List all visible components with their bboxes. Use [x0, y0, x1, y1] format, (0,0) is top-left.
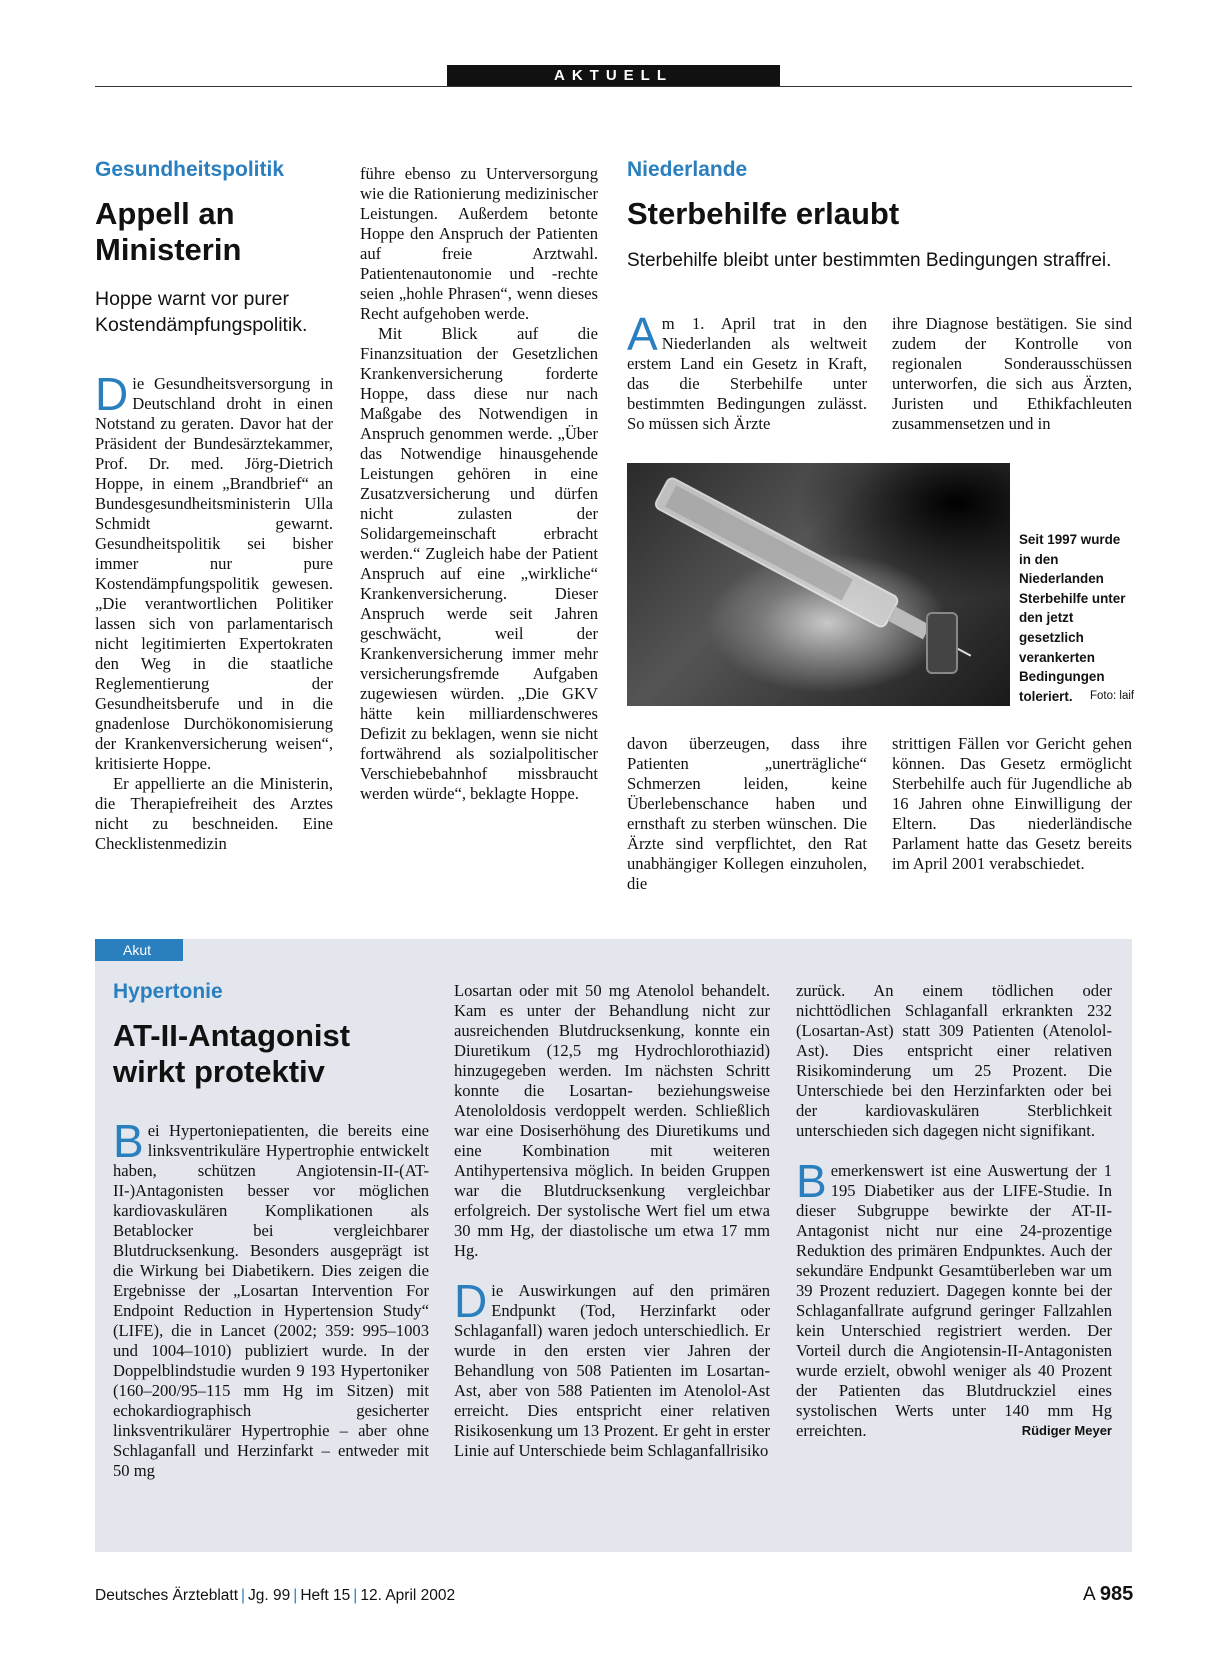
photo-caption: Seit 1997 wurde in den Niederlanden Sterbehilfe unter den jetzt gesetzlich verankerten Bedingungen toleriert. — [1019, 532, 1126, 704]
headline-line-2: wirkt protektiv — [113, 1054, 325, 1089]
deck-line-1: Hoppe warnt vor purer — [95, 288, 290, 310]
paragraph: Die Gesundheitsversorgung in Deutschland droht in einen Notstand zu geraten. Davor hat der Präsident der Bundesärztekammer, Prof. Dr. med. Jörg-Dietrich Hoppe, in einem „Brandbrief“ an Bundesgesundheitsministerin Ulla Schmidt gewarnt. Gesundheitspolitik sei bisher immer nur pure Kostendämpfungspolitik gewesen. „Die verantwortlichen Politiker lassen sich von parlamentarisch nicht legitimierten Expertokraten den Weg in die staatliche Reglementierung der Gesundheitsberufe und in die gnadenlose Durchökonomisierung der Krankenversicherung weisen“, kritisierte Hoppe. — [95, 368, 333, 773]
syringe-photo — [627, 463, 1010, 706]
drop-cap: A — [627, 308, 658, 360]
deck — [95, 286, 335, 338]
article2-column-2-top — [892, 314, 1132, 434]
headline — [95, 196, 335, 268]
photo-credit: Foto: laif — [1090, 690, 1135, 702]
paragraph: Bemerkenswert ist eine Auswertung der 1 195 Diabetiker aus der LIFE-Studie. In dieser Subgruppe bewirkte der AT-II-Antagonist nicht nur eine 24-prozentige Reduktion des primären Endpunktes. Auch der sekundäre Endpunkt Gesamtüberleben war um 39 Prozent reduziert. Dagegen konnte bei der Schlaganfallrate aufgrund geringer Fallzahlen kein Unterschied registriert werden. Der Vorteil durch die Angiotensin-II-Antagonisten wurde erzielt, obwohl weniger als 40 Prozent der Patienten das Blutdruckziel eines systolischen Werts unter 140 mm Hg erreichten. Rüdiger Meyer — [796, 1155, 1112, 1440]
paragraph: Am 1. April trat in den Niederlanden als weltweit erstem Land ein Gesetz in Kraft, das die Sterbehilfe unter bestimmten Bedingungen zulässt. So müssen sich Ärzte — [627, 308, 867, 433]
deck-line-2: Kostendämpfungspolitik. — [95, 314, 308, 336]
paragraph: Die Auswirkungen auf den primären Endpunkt (Tod, Herzinfarkt oder Schlaganfall) waren jedoch unterschiedlich. Er wurde in den ersten vier Jahren der Behandlung von 508 Patienten im Losartan-Ast, aber von 588 Patienten im Atenolol-Ast erreicht. Dies entspricht einer relativen Risikosenkung um 13 Prozent. Er geht in erster Linie auf Unterschiede beim Schlaganfallrisiko — [454, 1275, 770, 1460]
paragraph: zurück. An einem tödlichen oder nichttödlichen Schlaganfall erkrankten 232 (Losartan-Ast) statt 309 Patienten (Atenolol-Ast). Dies entspricht einer relativen Risikominderung um 25 Prozent. Die Unterschiede bei den Herzinfarkten oder bei der kardiovaskulären Sterblichkeit unterschieden sich dagegen nicht signifikant. — [796, 981, 1112, 1140]
article-niederlande-heading — [627, 158, 1132, 274]
paragraph: Mit Blick auf die Finanzsituation der Gesetzlichen Krankenversicherung forderte Hoppe, dass diese nur nach Maßgabe des Notwendigen in Anspruch genommen werde. „Über das Notwendige hinausgehende Leistungen gehören in eine Zusatzversicherung und dürfen nicht zulasten der Solidargemeinschaft erbracht werden.“ Zugleich habe der Patient Anspruch auf eine „wirkliche“ Krankenversicherung. Dieser Anspruch werde seit Jahren geschwächt, weil der Krankenversicherung immer mehr versicherungsfremde Aufgaben zugewiesen würden. „Die GKV hätte kein milliardenschweres Defizit zu beklagen, wenn sie nicht fortwährend als sozialpolitischer Verschiebebahnhof missbraucht werden würde“, beklagte Hoppe. — [360, 324, 598, 803]
paragraph: Er appellierte an die Ministerin, die Therapiefreiheit des Arztes nicht zu beschneiden. Eine Checklistenmedizin — [95, 774, 333, 853]
paragraph: ihre Diagnose bestätigen. Sie sind zudem der Kontrolle von regionalen Sonderausschüssen unterworfen, die sich aus Ärzten, Juristen und Ethikfachleuten zusammensetzen und in — [892, 314, 1132, 433]
article-hypertonie-heading — [113, 980, 413, 1090]
paragraph: führe ebenso zu Unterversorgung wie die Rationierung medizinischer Leistungen. Außerdem betonte Hoppe den Anspruch der Patienten auf freie Arztwahl. Patientenautonomie und -rechte seien „hohle Phrasen“, wenn dieses Recht aufgehoben werde. — [360, 164, 598, 323]
article3-column-2 — [454, 981, 770, 1461]
headline: Sterbehilfe erlaubt — [627, 196, 900, 231]
headline-line-2: Ministerin — [95, 232, 242, 267]
paragraph: strittigen Fällen vor Gericht gehen können. Das Gesetz ermöglicht Sterbehilfe auch für Jugendliche ab 16 Jahren ohne Einwilligung der Eltern. Das niederländische Parlament hatte das Gesetz bereits im April 2001 verabschiedet. — [892, 734, 1132, 873]
article3-column-3 — [796, 981, 1112, 1441]
drop-cap: B — [796, 1155, 827, 1207]
article2-column-2-bottom — [892, 734, 1132, 874]
headline — [113, 1018, 413, 1090]
drop-cap: D — [95, 368, 129, 420]
issue: Heft 15 — [300, 1587, 351, 1604]
page-number — [1083, 1583, 1133, 1606]
akut-tag: Akut — [95, 939, 183, 961]
headline-line-1: AT-II-Antagonist — [113, 1018, 351, 1053]
footer: Deutsches Ärzteblatt | Jg. 99 | Heft 15 | 12. April 2002 — [95, 1587, 456, 1604]
volume: Jg. 99 — [248, 1587, 291, 1604]
issue-date: 12. April 2002 — [360, 1587, 456, 1604]
paragraph: Losartan oder mit 50 mg Atenolol behandelt. Kam es unter der Behandlung nicht zur ausreichenden Blutdrucksenkung, konnte ein Diuretikum (12,5 mg Hydrochlorothiazid) hinzugegeben werden. Im nächsten Schritt konnte die Losartan- beziehungsweise Atenololdosis verdoppelt werden. Schließlich war eine Dosiserhöhung des Diuretikums und eine Kombination mit weiteren Antihypertensiva möglich. In beiden Gruppen war die Blutdrucksenkung vergleichbar erfolgreich. Der systolische Wert fiel um etwa 30 mm Hg, der diastolische um etwa 17 mm Hg. — [454, 981, 770, 1260]
kicker: Gesundheitspolitik — [95, 158, 285, 181]
article1-column-1 — [95, 368, 333, 854]
syringe-illustration — [627, 463, 1010, 706]
article-gesundheitspolitik-heading — [95, 158, 335, 338]
header-rule — [95, 86, 1132, 87]
kicker: Niederlande — [627, 158, 748, 181]
kicker: Hypertonie — [113, 980, 223, 1003]
page-prefix: A — [1083, 1584, 1095, 1605]
article3-column-1 — [113, 1115, 429, 1481]
drop-cap: D — [454, 1275, 488, 1327]
page-number-value: 985 — [1099, 1583, 1134, 1605]
drop-cap: B — [113, 1115, 144, 1167]
deck: Sterbehilfe bleibt unter bestimmten Bedingungen straffrei. — [627, 250, 1112, 271]
article1-column-2 — [360, 164, 598, 804]
headline-line-1: Appell an — [95, 196, 235, 231]
paragraph: davon überzeugen, dass ihre Patienten „unerträgliche“ Schmerzen leiden, keine Überlebenschance haben und ernsthaft zu sterben wünschen. Die Ärzte sind verpflichtet, den Rat unabhängiger Kollegen einzuholen, die — [627, 734, 867, 893]
paragraph: Bei Hypertoniepatienten, die bereits eine linksventrikuläre Hypertrophie entwickelt haben, schützen Angiotensin-II-(AT-II-)Antagonisten besser vor möglichen kardiovaskulären Komplikationen als Betablocker bei vergleichbarer Blutdrucksenkung. Besonders ausgeprägt ist die Wirkung bei Diabetikern. Dies zeigen die Ergebnisse der „Losartan Intervention For Endpoint Reduction in Hypertension Study“ (LIFE), die in Lancet (2002; 359: 995–1003 und 1004–1010) publiziert wurde. In der Doppelblindstudie wurden 9 193 Hypertoniker (160–200/95–115 mm Hg im Sitzen) mit echokardiographisch gesicherter linksventrikulärer Hypertrophie – aber ohne Schlaganfall und Herzinfarkt – entweder mit 50 mg — [113, 1115, 429, 1480]
article2-column-1-bottom — [627, 734, 867, 894]
journal-name: Deutsches Ärzteblatt — [95, 1587, 239, 1604]
article2-column-1-top — [627, 308, 867, 434]
author-signature: Rüdiger Meyer — [1021, 1423, 1112, 1438]
section-tag: AKTUELL — [447, 65, 780, 86]
